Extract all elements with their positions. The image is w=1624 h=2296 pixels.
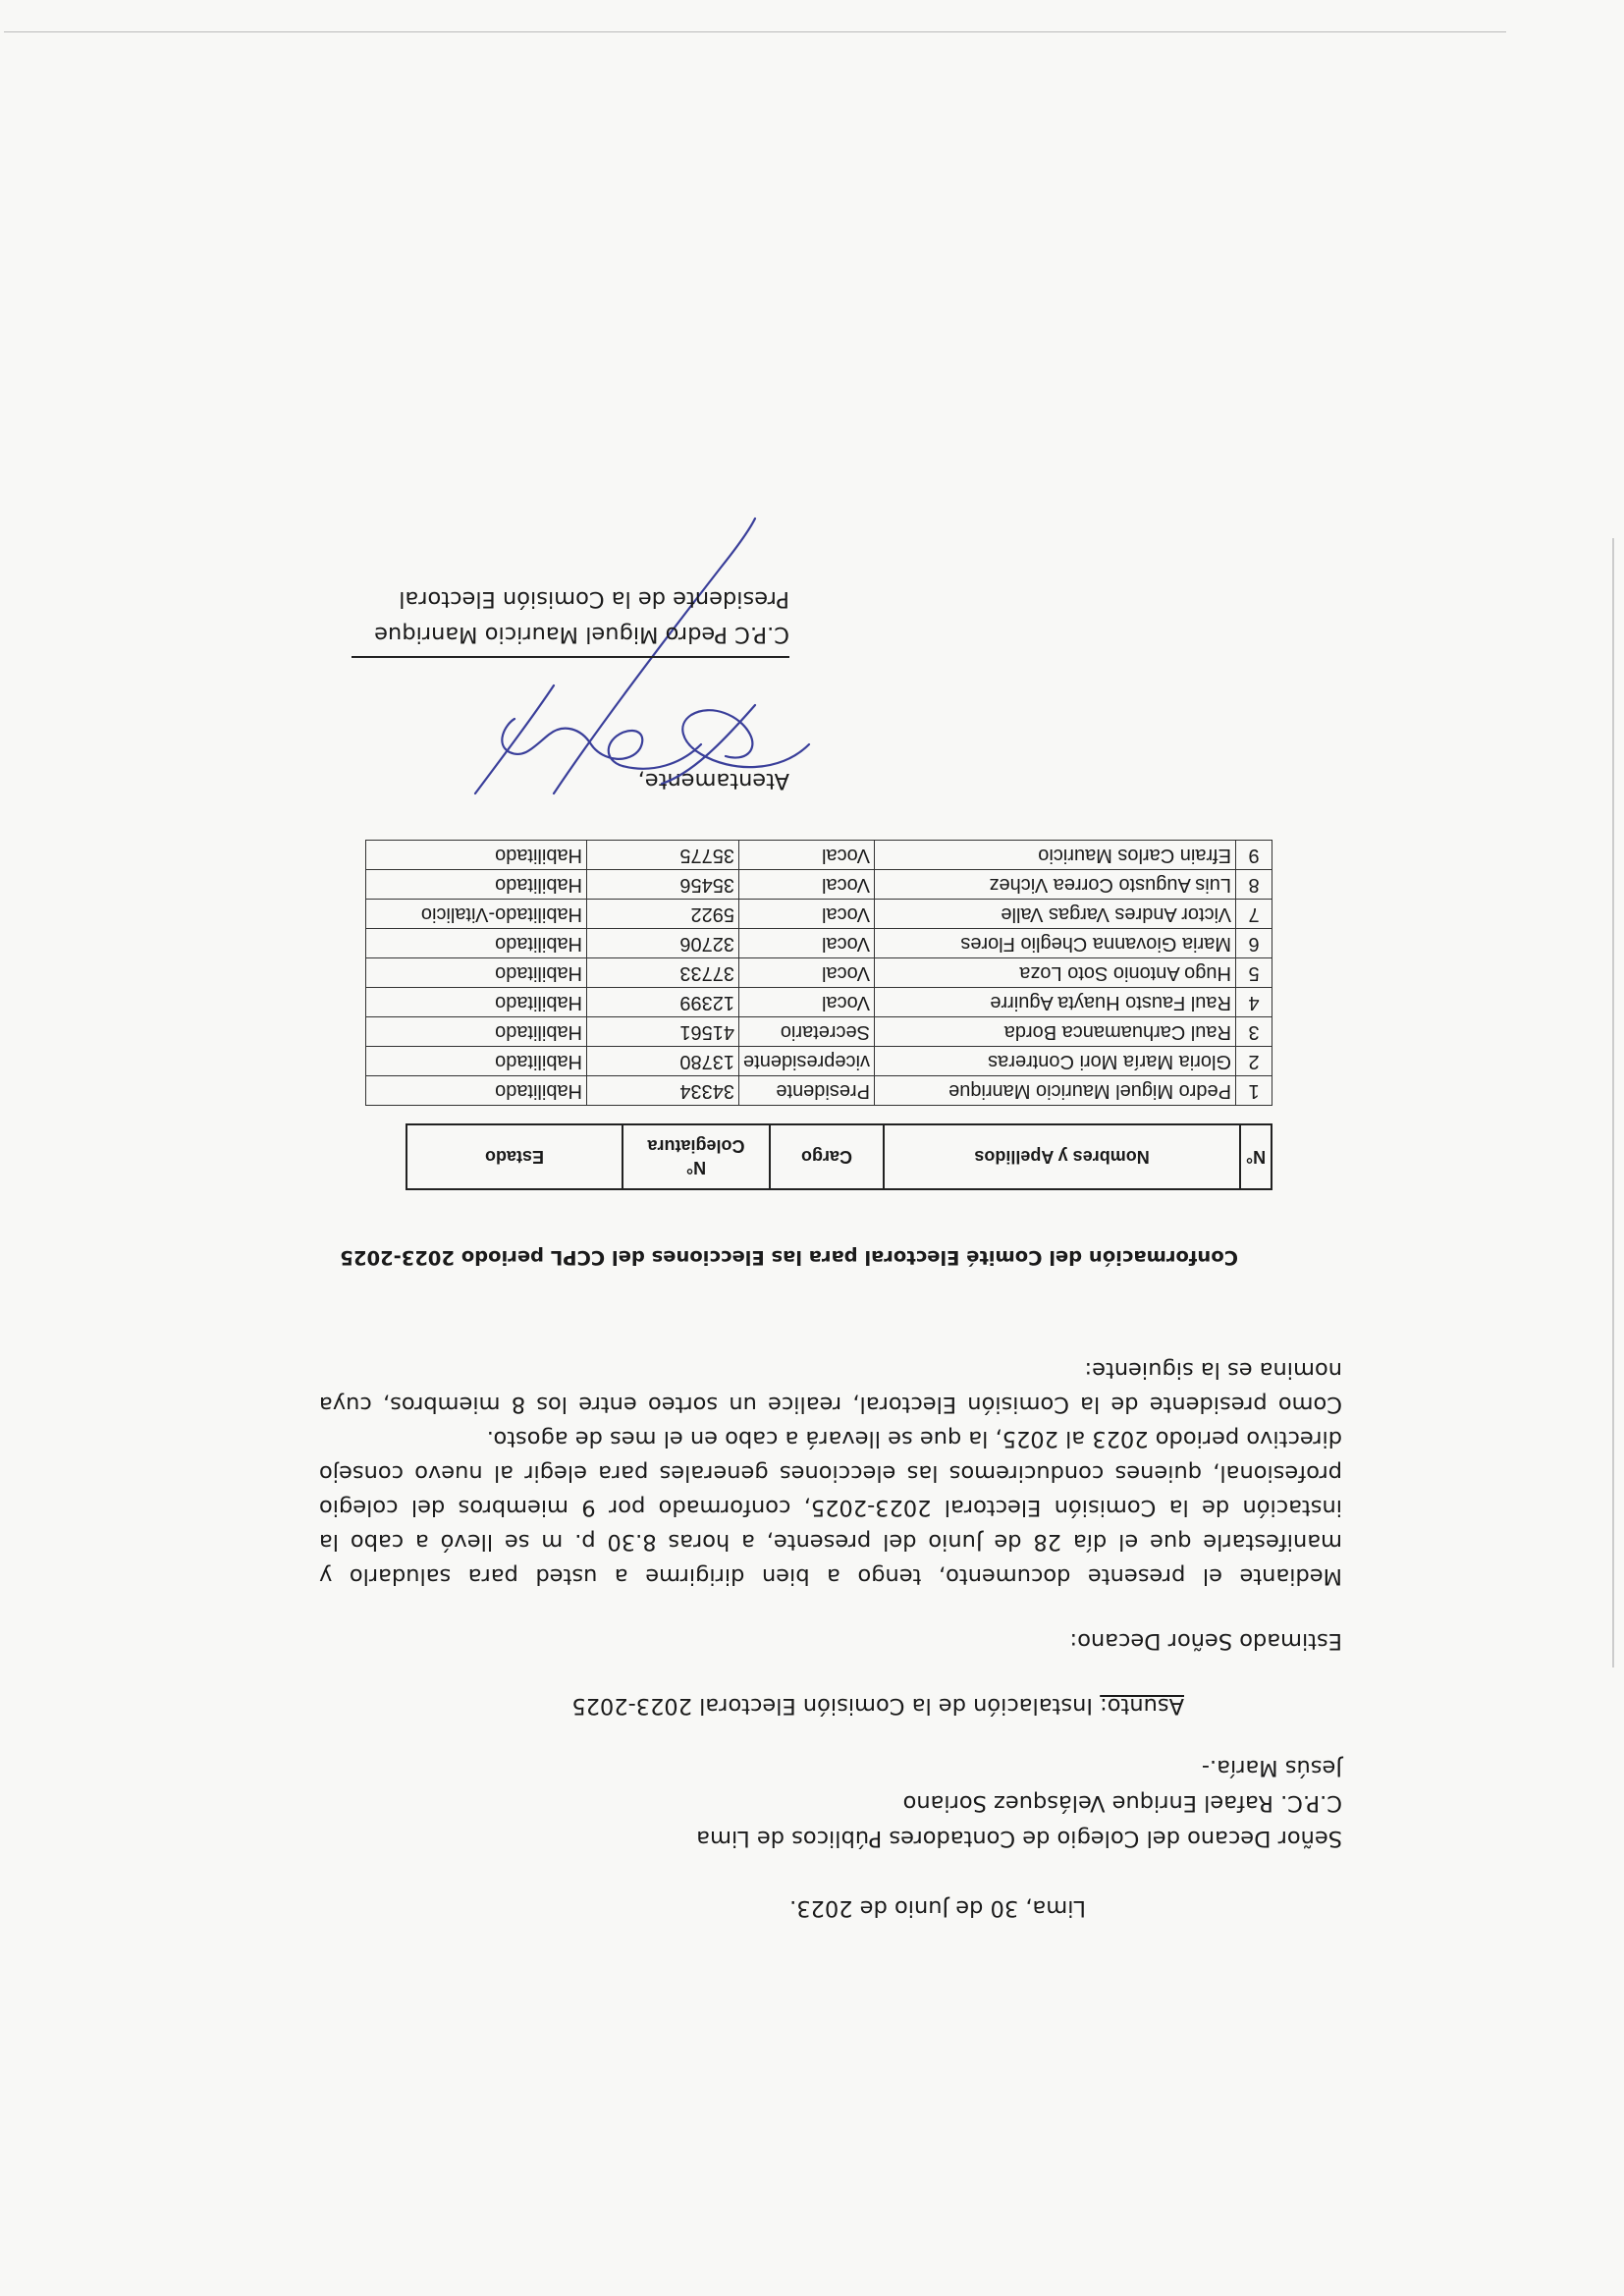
cell-name: Hugo Antonio Soto Loza	[875, 958, 1236, 988]
table-row	[366, 900, 1272, 929]
cell-num: 6	[1236, 929, 1272, 958]
signature-line	[352, 656, 789, 658]
cell-cargo: Vocal	[739, 958, 875, 988]
cell-estado: Habilitado-Vitalicio	[366, 900, 587, 929]
table-row	[366, 988, 1272, 1017]
header-colegiatura	[623, 1124, 770, 1189]
cell-name: Efrain Carlos Mauricio	[875, 841, 1236, 870]
cell-num: 2	[1236, 1047, 1272, 1076]
table-title: Conformación del Comité Electoral para las Elecciones del CCPL periodo 2023-2025	[340, 1246, 1238, 1269]
cell-estado: Habilitado	[366, 1076, 587, 1106]
subject-line	[571, 1693, 1184, 1719]
signer-role: Presidente de la Comisión Electoral	[399, 586, 789, 612]
cell-estado: Habilitado	[366, 988, 587, 1017]
recipient-block	[696, 1750, 1342, 1856]
letter-body	[319, 1352, 1342, 1593]
scan-edge-line	[4, 31, 1506, 32]
table-row	[366, 870, 1272, 900]
cell-colegiatura: 13780	[587, 1047, 739, 1076]
cell-num: 8	[1236, 870, 1272, 900]
cell-estado: Habilitado	[366, 1017, 587, 1047]
cell-cargo: Secretario	[739, 1017, 875, 1047]
table-row	[366, 1076, 1272, 1106]
table-row	[366, 1017, 1272, 1047]
header-col-top: N°	[685, 1158, 707, 1177]
cell-name: Gloria María Mori Contreras	[875, 1047, 1236, 1076]
cell-colegiatura: 32706	[587, 929, 739, 958]
cell-estado: Habilitado	[366, 958, 587, 988]
body-paragraph: Mediante el presente documento, tengo a bien dirigirme a usted para saludarlo y manifestarle que el día 28 de Junio del presente, a horas 8.30 p. m se llevó a cabo la instación de la Comisión Electoral 2023-2025, conformado por 9 miembros del colegio profesional, quienes conduciremos las elecciones generales para elegir al nuevo consejo directivo periodo 2023 al 2025, la que se llevará a cabo en el mes de agosto.	[319, 1426, 1342, 1589]
cell-name: Luis Augusto Correa Vichez	[875, 870, 1236, 900]
recipient-line: Jesús María.-	[1201, 1755, 1342, 1780]
cell-num: 5	[1236, 958, 1272, 988]
cell-cargo: Presidente	[739, 1076, 875, 1106]
cell-cargo: Vocal	[739, 929, 875, 958]
header-estado: Estado	[406, 1124, 623, 1189]
cell-name: Raul Carhuamanca Borda	[875, 1017, 1236, 1047]
members-rows	[366, 841, 1272, 1106]
letter-date: Lima, 30 de Junio de 2023.	[789, 1895, 1086, 1921]
closing: Atentamente,	[637, 768, 789, 793]
cell-colegiatura: 12399	[587, 988, 739, 1017]
cell-colegiatura: 35775	[587, 841, 739, 870]
cell-num: 3	[1236, 1017, 1272, 1047]
cell-estado: Habilitado	[366, 841, 587, 870]
header-col-bottom: Colegiatura	[647, 1136, 745, 1156]
cell-num: 9	[1236, 841, 1272, 870]
cell-estado: Habilitado	[366, 1047, 587, 1076]
cell-colegiatura: 34334	[587, 1076, 739, 1106]
header-num: N°	[1240, 1124, 1272, 1189]
members-table	[365, 840, 1272, 1106]
cell-colegiatura: 5922	[587, 900, 739, 929]
signer-name: C.P.C Pedro Miguel Mauricio Manrique	[374, 622, 789, 647]
cell-estado: Habilitado	[366, 870, 587, 900]
signer-block	[374, 581, 789, 652]
cell-cargo: Vocal	[739, 870, 875, 900]
table-row	[366, 1047, 1272, 1076]
cell-estado: Habilitado	[366, 929, 587, 958]
cell-num: 4	[1236, 988, 1272, 1017]
cell-cargo: Vocal	[739, 841, 875, 870]
cell-cargo: vicepresidente	[739, 1047, 875, 1076]
signature-stroke	[502, 710, 809, 769]
table-row	[366, 958, 1272, 988]
cell-colegiatura: 41561	[587, 1017, 739, 1047]
header-cargo: Cargo	[770, 1124, 884, 1189]
scan-edge-line	[1612, 538, 1614, 1667]
recipient-line: Señor Decano del Colegio de Contadores Públicos de Lima	[696, 1826, 1342, 1851]
cell-cargo: Vocal	[739, 988, 875, 1017]
cell-colegiatura: 35456	[587, 870, 739, 900]
cell-name: Maria Giovanna Cheglio Flores	[875, 929, 1236, 958]
subject-text: Instalación de la Comisión Electoral 2023-2025	[571, 1693, 1101, 1719]
cell-name: Pedro Miguel Mauricio Manrique	[875, 1076, 1236, 1106]
body-paragraph: Como presidente de la Comisión Electoral, realice un sorteo entre los 8 miembros, cuya nomina es la siguiente:	[319, 1357, 1342, 1417]
table-header	[406, 1123, 1272, 1190]
cell-name: Raul Fausto Huayta Aguirre	[875, 988, 1236, 1017]
recipient-line: C.P.C. Rafael Enrique Velásquez Soriano	[902, 1790, 1342, 1816]
cell-num: 1	[1236, 1076, 1272, 1106]
header-name: Nombres y Apellidos	[884, 1124, 1240, 1189]
greeting: Estimado Señor Decano:	[1069, 1628, 1342, 1654]
cell-name: Victor Andres Vargas Valle	[875, 900, 1236, 929]
table-row	[366, 929, 1272, 958]
table-row	[366, 841, 1272, 870]
subject-label: Asunto:	[1100, 1693, 1184, 1719]
cell-cargo: Vocal	[739, 900, 875, 929]
cell-colegiatura: 37733	[587, 958, 739, 988]
cell-num: 7	[1236, 900, 1272, 929]
